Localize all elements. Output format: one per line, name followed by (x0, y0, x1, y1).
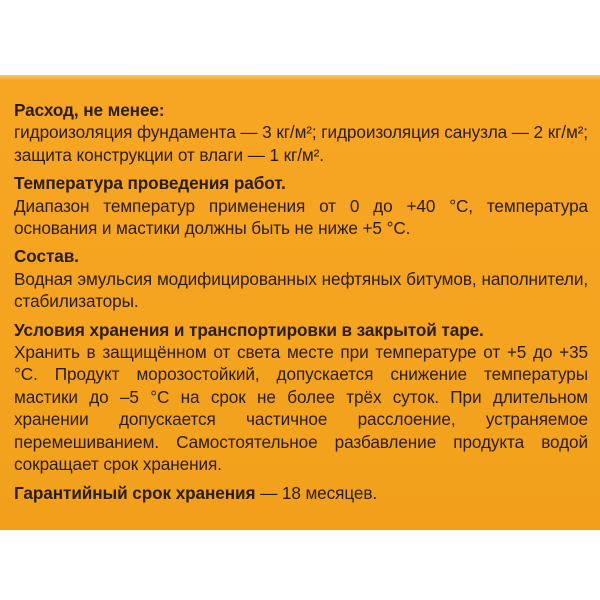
consumption-heading: Расход, не менее: (14, 100, 165, 120)
storage-section (14, 319, 588, 476)
storage-text: Хранить в защищённом от света месте при температуре от +5 до +35 °C. Продукт морозостойкий, допускается снижение температуры мастики до –5 °C на срок не более трёх суток. При длительном хранении допускается частичное расслоение, устраняемое перемешиванием. Самостоятельное разбавление продукта водой сокращает срок хранения. (14, 342, 588, 475)
composition-section (14, 245, 588, 312)
storage-heading: Условия хранения и транспортировки в закрытой таре. (14, 319, 484, 340)
warranty-label: Гарантийный срок хранения (14, 482, 256, 503)
application-temperature-section (14, 172, 588, 239)
product-label-panel (0, 75, 600, 530)
application-temperature-heading: Температура проведения работ. (14, 173, 286, 194)
composition-heading: Состав. (14, 246, 79, 267)
composition-text: Водная эмульсия модифицированных нефтяных битумов, наполнители, стабилизаторы. (14, 268, 588, 312)
label-text-block (14, 99, 588, 510)
warranty-section (14, 482, 588, 504)
consumption-section (14, 99, 588, 166)
warranty-value: — 18 месяцев. (255, 482, 378, 503)
consumption-text: гидроизоляция фундамента — 3 кг/м²; гидроизоляция санузла — 2 кг/м²; защита конструкции от влаги — 1 кг/м². (14, 122, 588, 165)
application-temperature-text: Диапазон температур применения от 0 до +40 °C, температура основания и мастики должны быть не ниже +5 °C. (14, 195, 588, 239)
